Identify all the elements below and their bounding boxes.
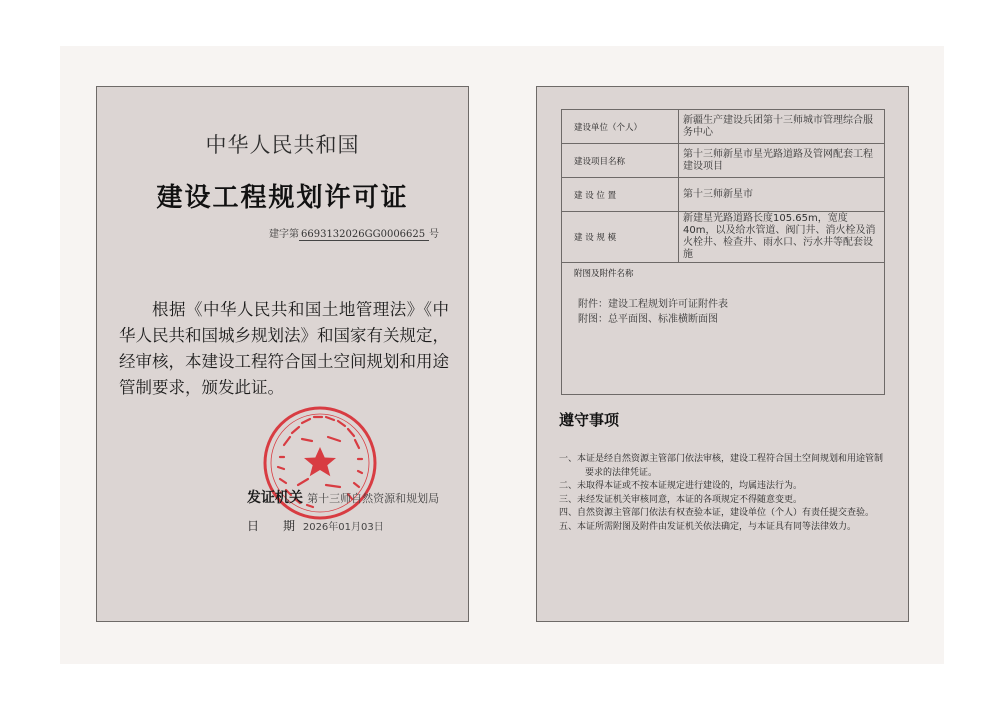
field-value: 新疆生产建设兵团第十三师城市管理综合服务中心 <box>679 110 885 144</box>
table-row <box>562 263 885 395</box>
field-value: 第十三师新星市 <box>679 178 885 212</box>
certificate-number-prefix: 建字第 <box>269 229 299 240</box>
field-label: 建设项目名称 <box>562 144 679 178</box>
issuer-row <box>247 487 439 507</box>
rules-list <box>559 453 889 534</box>
rule-item: 三、未经发证机关审核同意，本证的各项规定不得随意变更。 <box>559 494 803 505</box>
rule-item: 四、自然资源主管部门依法有权查验本证，建设单位（个人）有责任提交查验。 <box>559 508 875 518</box>
table-row <box>562 110 885 144</box>
field-value: 新建星光路道路长度105.65m，宽度40m，以及给水管道、阀门井、消火栓及消火栓井、检查井、雨水口、污水井等配套设施 <box>679 212 885 263</box>
issue-date-value: 2026年01月03日 <box>302 522 384 533</box>
rule-item: 二、未取得本证或不按本证规定进行建设的，均属违法行为。 <box>559 481 803 491</box>
rule-item: 一、本证是经自然资源主管部门依法审核，建设工程符合国土空间规划和用途管制要求的法律凭证。 <box>559 454 884 478</box>
issue-date-label: 日 期 <box>247 519 296 533</box>
list-item: 附件：建设工程规划许可证附件表 <box>578 299 728 310</box>
attachments-list <box>562 279 884 327</box>
issuer-label: 发证机关 <box>247 490 303 506</box>
table-row <box>562 212 885 263</box>
certificate-title: 建设工程规划许可证 <box>156 183 409 213</box>
rule-item: 五、本证所需附图及附件由发证机关依法确定，与本证具有同等法律效力。 <box>559 521 857 532</box>
field-label: 建 设 位 置 <box>562 178 679 212</box>
certificate-cover-page <box>96 86 469 622</box>
certificate-number-value: 6693132026GG0006625 <box>299 229 429 241</box>
table-row <box>562 178 885 212</box>
certificate-number-suffix: 号 <box>429 229 439 240</box>
project-info-table <box>561 109 885 395</box>
list-item: 附图：总平面图、标准横断面图 <box>578 314 718 325</box>
rules-title: 遵守事项 <box>559 411 620 429</box>
field-label: 附图及附件名称 <box>574 269 634 279</box>
country-name: 中华人民共和国 <box>205 133 360 157</box>
table-row <box>562 144 885 178</box>
attachments-cell <box>562 263 885 395</box>
field-value: 第十三师新星市星光路道路及管网配套工程建设项目 <box>679 144 885 178</box>
issue-date-row <box>247 517 384 534</box>
field-label: 建 设 规 模 <box>562 212 679 263</box>
certificate-number <box>269 225 439 241</box>
issuer-value: 第十三师自然资源和规划局 <box>307 492 440 505</box>
field-label: 建设单位（个人） <box>562 110 679 144</box>
certificate-statement: 根据《中华人民共和国土地管理法》《中华人民共和国城乡规划法》和国家有关规定，经审核，本建设工程符合国土空间规划和用途管制要求，颁发此证。 <box>119 300 449 397</box>
certificate-detail-page <box>536 86 909 622</box>
